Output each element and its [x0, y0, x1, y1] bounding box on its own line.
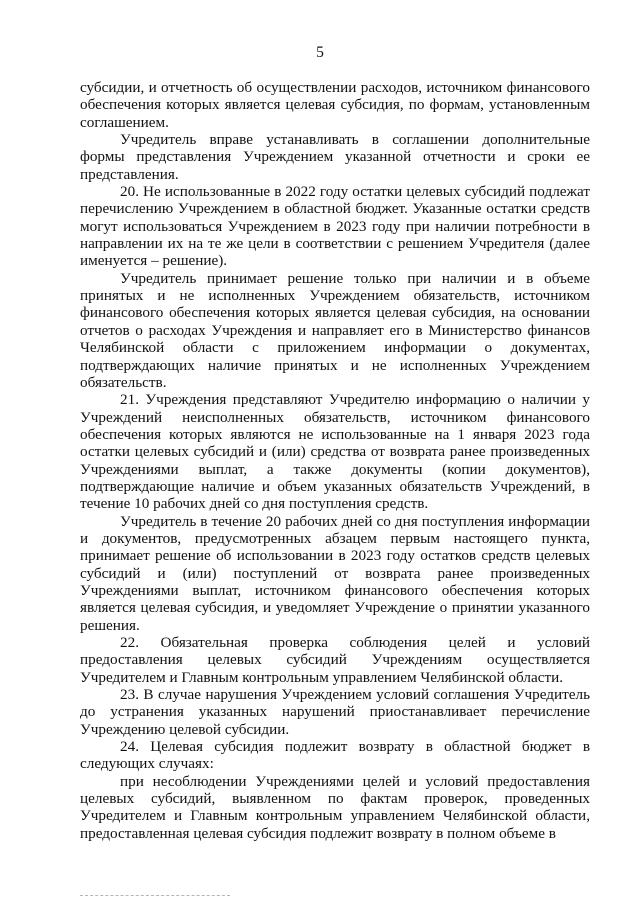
paragraph-item-21: 21. Учреждения представляют Учредителю информацию о наличии у Учреждений неисполненных обязательств, источником финансового обеспечения которых являются не использованные на 1 января 2023 года остатки целевых субсидий и (или) средства от возврата ранее произведенных Учреждениями выплат, а также документы (копии документов), подтверждающие наличие и объем указанных обязательств Учреждений, в течение 10 рабочих дней со дня поступления средств. [80, 391, 590, 513]
paragraph-continuation: субсидии, и отчетность об осуществлении расходов, источником финансового обеспечения которых является целевая субсидия, по формам, установленным соглашением. [80, 79, 590, 131]
paragraph-return-conditions: при несоблюдении Учреждениями целей и условий предоставления целевых субсидий, выявленном по фактам проверок, проведенных Учредителем и Главным контрольным управлением Челябинской области, предоставленная целевая субсидия подлежит возврату в полном объеме в [80, 772, 590, 842]
paragraph-item-20: 20. Не использованные в 2022 году остатки целевых субсидий подлежат перечислению Учреждением в областной бюджет. Указанные остатки средств могут использоваться Учреждением в 2023 году при наличии потребности в направлении их на те же цели в соответствии с решением Учредителя (далее именуется – решение). [80, 183, 590, 270]
paragraph-item-23: 23. В случае нарушения Учреждением условий соглашения Учредитель до устранения указанных нарушений приостанавливает перечисление Учреждению целевой субсидии. [80, 686, 590, 738]
paragraph-founder-decision: Учредитель принимает решение только при наличии и в объеме принятых и не исполненных Учреждением обязательств, источником финансового обеспечения которых является целевая субсидия, на основании отчетов о расходах Учреждения и направляет его в Министерство финансов Челябинской области с приложением информации о документах, подтверждающих наличие принятых и не исполненных Учреждением обязательств. [80, 269, 590, 391]
paragraph-item-24: 24. Целевая субсидия подлежит возврату в областной бюджет в следующих случаях: [80, 738, 590, 773]
paragraph-item-22: 22. Обязательная проверка соблюдения целей и условий предоставления целевых субсидий Учреждениям осуществляется Учредителем и Главным контрольным управлением Челябинской области. [80, 634, 590, 686]
page-number: 5 [316, 44, 324, 61]
bottom-divider [80, 895, 230, 896]
document-body [80, 79, 590, 842]
paragraph-reporting-forms: Учредитель вправе устанавливать в соглашении дополнительные формы представления Учреждением указанной отчетности и сроки ее представления. [80, 131, 590, 183]
paragraph-founder-20-days: Учредитель в течение 20 рабочих дней со дня поступления информации и документов, предусмотренных абзацем первым настоящего пункта, принимает решение об использовании в 2023 году остатков средств целевых субсидий и (или) поступлений от возврата ранее произведенных Учреждениями выплат, источником финансового обеспечения которых является целевая субсидия, и уведомляет Учреждение о принятии указанного решения. [80, 512, 590, 634]
